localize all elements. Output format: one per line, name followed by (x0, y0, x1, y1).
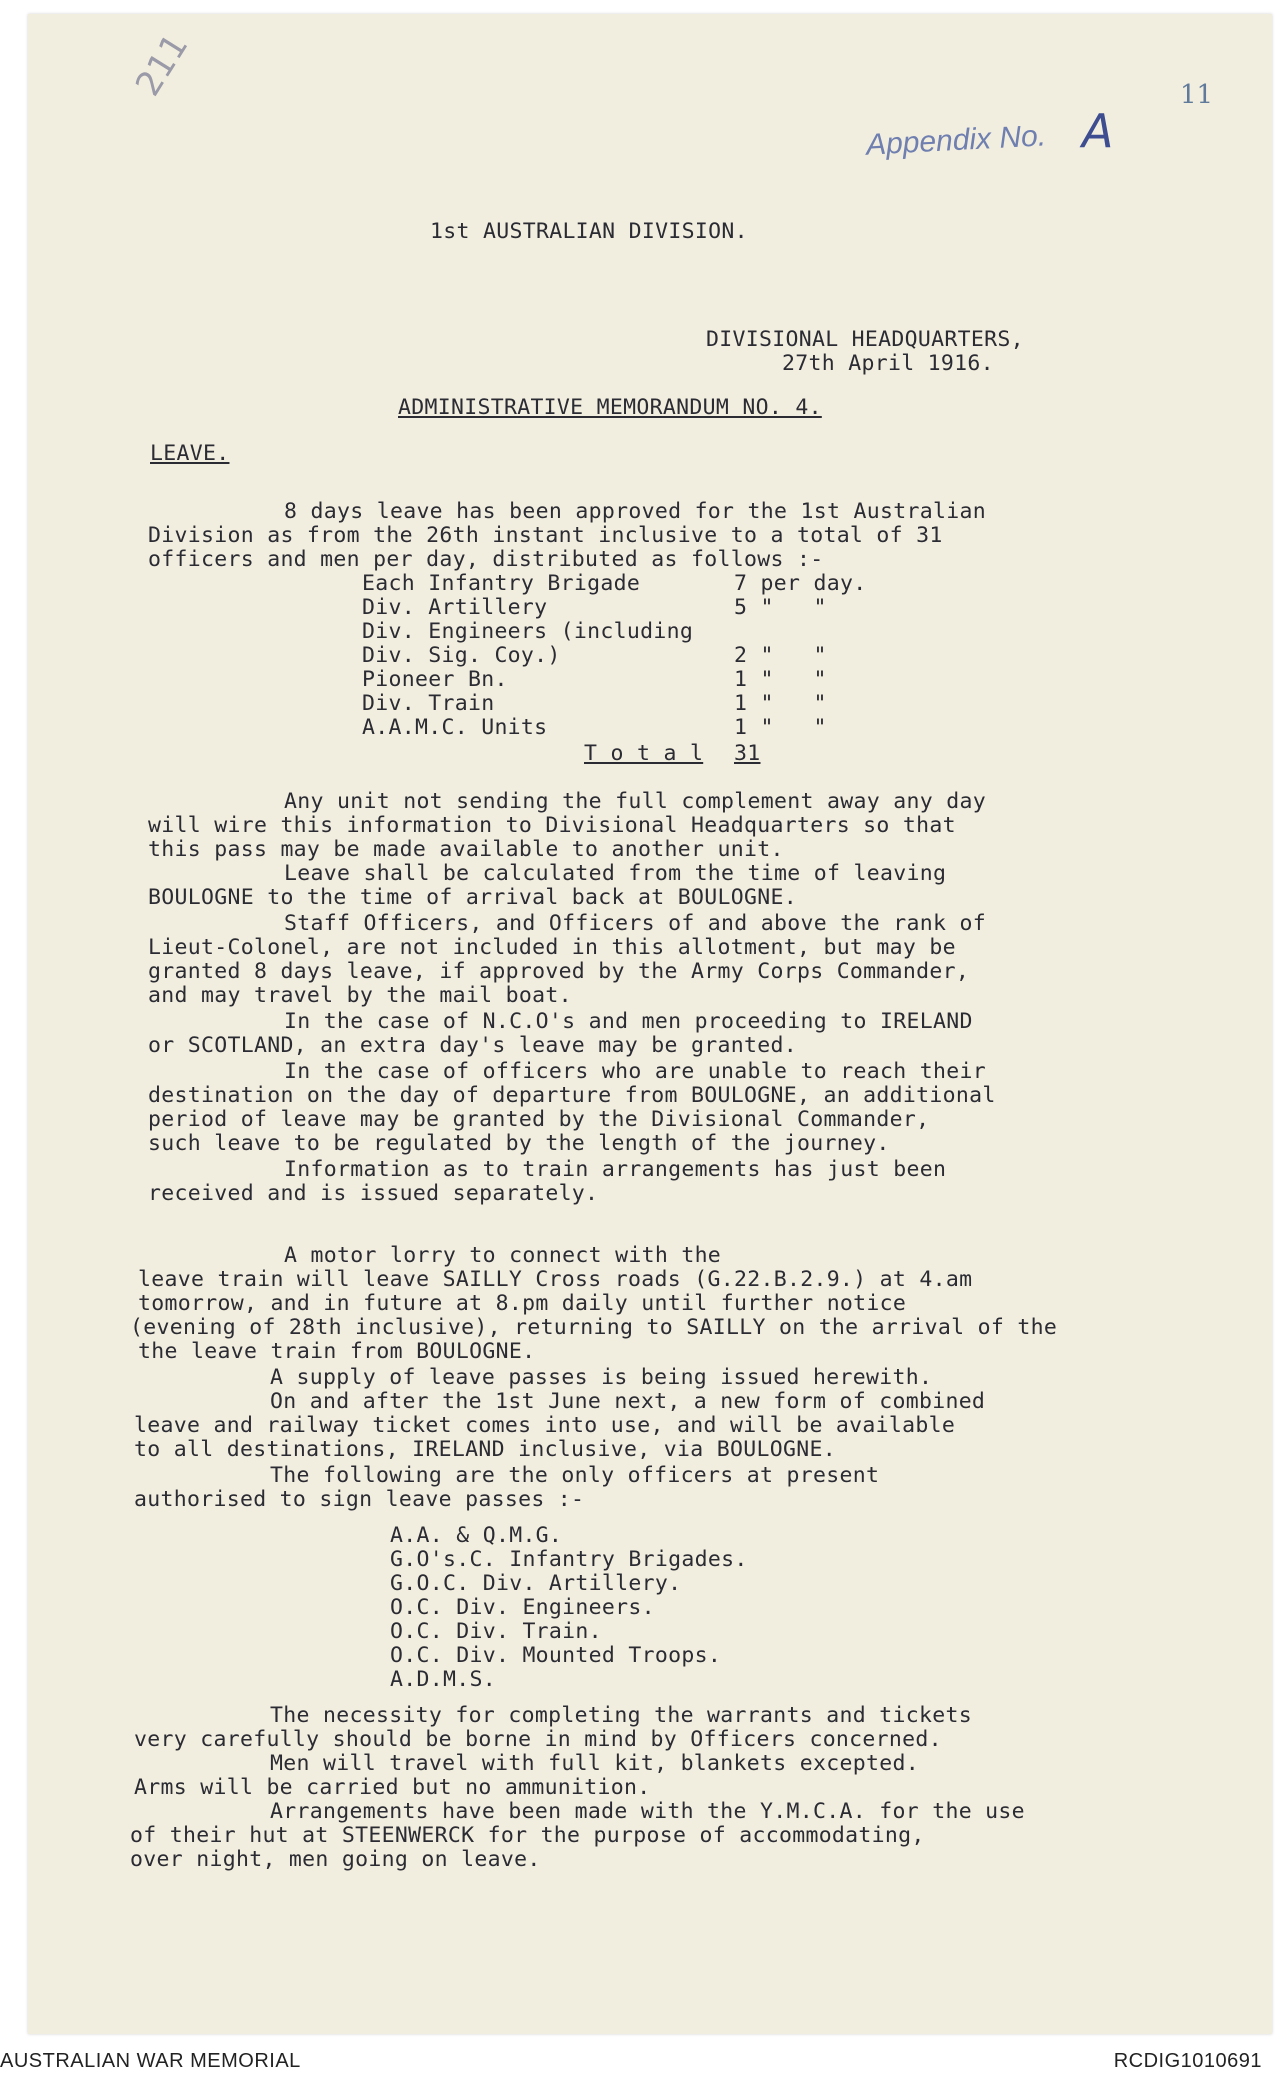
allotment-qty: 1 " " (734, 691, 827, 716)
allotment-unit: Div. Train (362, 691, 495, 716)
body-line: such leave to be regulated by the length of the journey. (148, 1131, 890, 1156)
body-line: leave and railway ticket comes into use, and will be available (134, 1413, 956, 1438)
record-id: RCDIG1010691 (1113, 2050, 1262, 2072)
body-line: granted 8 days leave, if approved by the Army Corps Commander, (148, 959, 970, 984)
body-line: to all destinations, IRELAND inclusive, via BOULOGNE. (134, 1437, 836, 1462)
signatory-item: A.D.M.S. (390, 1667, 496, 1692)
appendix-letter: A (1082, 104, 1114, 158)
page-number: 11 (1180, 80, 1214, 110)
signatory-item: O.C. Div. Train. (390, 1619, 602, 1644)
body-line: will wire this information to Divisional Headquarters so that (148, 813, 956, 838)
allotment-qty: 2 " " (734, 643, 827, 668)
total-label: T o t a l (584, 741, 704, 766)
signatory-item: O.C. Div. Engineers. (390, 1595, 655, 1620)
body-line: Information as to train arrangements has just been (284, 1157, 947, 1182)
body-line: of their hut at STEENWERCK for the purpose of accommodating, (130, 1823, 925, 1848)
body-line: A supply of leave passes is being issued herewith. (270, 1365, 933, 1390)
body-line: In the case of officers who are unable to reach their (284, 1059, 986, 1084)
body-line: On and after the 1st June next, a new form of combined (270, 1389, 986, 1414)
memo-title: ADMINISTRATIVE MEMORANDUM NO. 4. (398, 395, 822, 420)
body-line: received and is issued separately. (148, 1181, 599, 1206)
body-line: leave train will leave SAILLY Cross roads (G.22.B.2.9.) at 4.am (138, 1267, 973, 1292)
body-line: the leave train from BOULOGNE. (138, 1339, 536, 1364)
body-line: tomorrow, and in future at 8.pm daily until further notice (138, 1291, 907, 1316)
body-line: over night, men going on leave. (130, 1847, 541, 1872)
body-line: this pass may be made available to another unit. (148, 837, 784, 862)
hq-line: DIVISIONAL HEADQUARTERS, (706, 327, 1024, 352)
section-heading: LEAVE. (150, 441, 230, 466)
allotment-unit: Pioneer Bn. (362, 667, 508, 692)
body-line: Leave shall be calculated from the time of leaving (284, 861, 947, 886)
body-line: Arrangements have been made with the Y.M.C.A. for the use (270, 1799, 1025, 1824)
body-line: Arms will be carried but no ammunition. (134, 1775, 651, 1800)
body-line: period of leave may be granted by the Divisional Commander, (148, 1107, 930, 1132)
body-line: and may travel by the mail boat. (148, 983, 572, 1008)
body-line: Staff Officers, and Officers of and above the rank of (284, 911, 986, 936)
body-line: destination on the day of departure from BOULOGNE, an additional (148, 1083, 996, 1108)
para1-line-2: Division as from the 26th instant inclusive to a total of 31 (148, 523, 943, 548)
body-line: The necessity for completing the warrants and tickets (270, 1703, 972, 1728)
signatory-item: A.A. & Q.M.G. (390, 1523, 563, 1548)
allotment-unit: Div. Artillery (362, 595, 548, 620)
allotment-qty: 1 " " (734, 667, 827, 692)
para1-line-3: officers and men per day, distributed as follows :- (148, 547, 824, 572)
allotment-unit: A.A.M.C. Units (362, 715, 548, 740)
allotment-qty: 7 per day. (734, 571, 867, 596)
allotment-unit: Div. Sig. Coy.) (362, 643, 561, 668)
date-line: 27th April 1916. (782, 351, 994, 376)
body-line: Lieut-Colonel, are not included in this allotment, but may be (148, 935, 956, 960)
body-line: A motor lorry to connect with the (284, 1243, 722, 1268)
signatory-item: O.C. Div. Mounted Troops. (390, 1643, 722, 1668)
body-line: Any unit not sending the full complement away any day (284, 789, 986, 814)
signatory-item: G.O.C. Div. Artillery. (390, 1571, 682, 1596)
division-title: 1st AUSTRALIAN DIVISION. (430, 219, 748, 244)
para1-line-1: 8 days leave has been approved for the 1st Australian (284, 499, 986, 524)
allotment-unit: Div. Engineers (including (362, 619, 694, 644)
allotment-qty: 5 " " (734, 595, 827, 620)
allotment-unit: Each Infantry Brigade (362, 571, 641, 596)
body-line: authorised to sign leave passes :- (134, 1487, 585, 1512)
archive-credit: AUSTRALIAN WAR MEMORIAL (0, 2050, 301, 2072)
body-line: Men will travel with full kit, blankets excepted. (270, 1751, 919, 1776)
body-line: In the case of N.C.O's and men proceeding to IRELAND (284, 1009, 973, 1034)
body-line: very carefully should be borne in mind by Officers concerned. (134, 1727, 942, 1752)
body-line: or SCOTLAND, an extra day's leave may be granted. (148, 1033, 797, 1058)
folio-pencil-number: 211 (128, 26, 197, 104)
body-line: BOULOGNE to the time of arrival back at BOULOGNE. (148, 885, 797, 910)
body-line: The following are the only officers at present (270, 1463, 880, 1488)
allotment-qty: 1 " " (734, 715, 827, 740)
signatory-item: G.O's.C. Infantry Brigades. (390, 1547, 748, 1572)
appendix-stamp: Appendix No. (865, 119, 1047, 162)
total-value: 31 (734, 741, 761, 766)
body-line: (evening of 28th inclusive), returning to SAILLY on the arrival of the (130, 1315, 1058, 1340)
